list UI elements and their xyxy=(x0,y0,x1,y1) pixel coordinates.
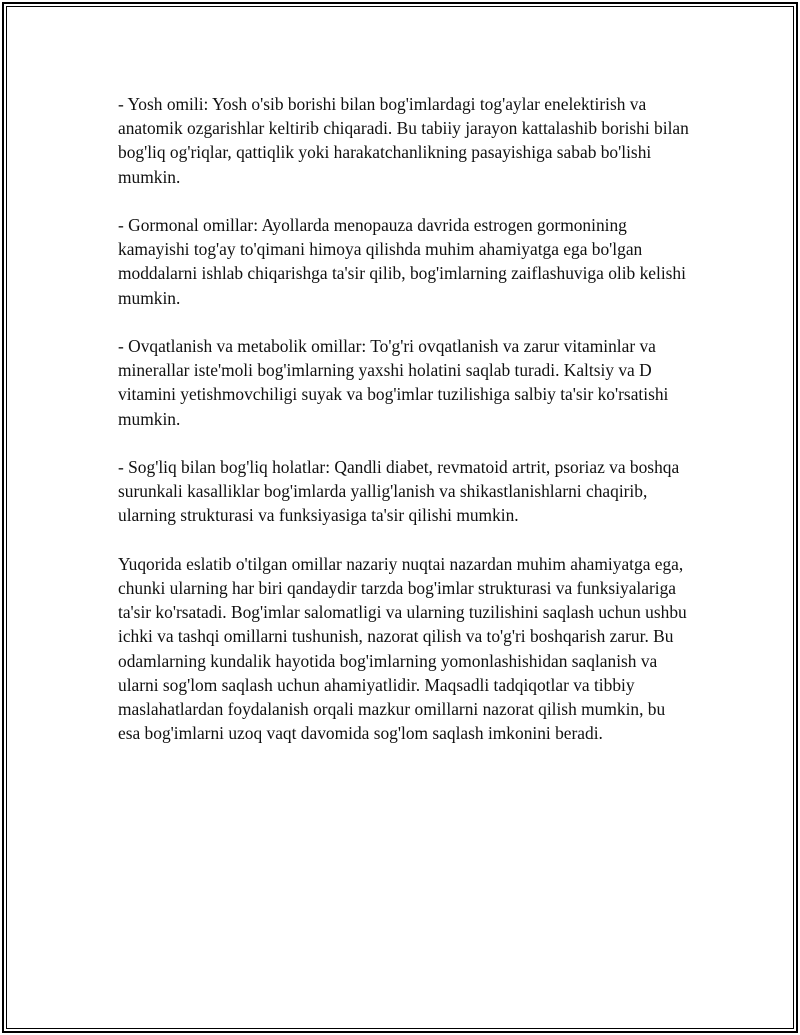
paragraph-conclusion: Yuqorida eslatib o'tilgan omillar nazariy nuqtai nazardan muhim ahamiyatga ega, chunki ularning har biri qandaydir tarzda bog'imlar strukturasi va funksiyalariga ta'sir ko'rsatadi. Bog'imlar salomatligi va ularning tuzilishini saqlash uchun ushbu ichki va tashqi omillarni tushunish, nazorat qilish va to'g'ri boshqarish zarur. Bu odamlarning kundalik hayotida bog'imlarning yomonlashishidan saqlanish va ularni sog'lom saqlash uchun ahamiyatlidir. Maqsadli tadqiqotlar va tibbiy maslahatlardan foydalanish orqali mazkur omillarni nazorat qilish mumkin, bu esa bog'imlarni uzoq vaqt davomida sog'lom saqlash imkonini beradi. xyxy=(118,553,687,744)
paragraph-health-conditions: - Sog'liq bilan bog'liq holatlar: Qandli diabet, revmatoid artrit, psoriaz va boshqa surunkali kasalliklar bog'imlarda yallig'lanish va shikastlanishlarni chaqirib, ularning strukturasi va funksiyasiga ta'sir qilishi mumkin. xyxy=(118,457,680,526)
document-body xyxy=(118,92,690,770)
paragraph-hormonal-factors: - Gormonal omillar: Ayollarda menopauza davrida estrogen gormonining kamayishi tog'ay to'qimani himoya qilishda muhim ahamiyatga ega bo'lgan moddalarni ishlab chiqarishga ta'sir qilib, bog'imlarning zaiflashuviga olib kelishi mumkin. xyxy=(118,215,686,308)
paragraph-age-factor: - Yosh omili: Yosh o'sib borishi bilan bog'imlardagi tog'aylar enelektirish va anatomik ozgarishlar keltirib chiqaradi. Bu tabiiy jarayon kattalashib borishi bilan bog'liq og'riqlar, qattiqlik yoki harakatchanlikning pasayishiga sabab bo'lishi mumkin. xyxy=(118,94,689,187)
paragraph-nutrition-factors: - Ovqatlanish va metabolik omillar: To'g'ri ovqatlanish va zarur vitaminlar va minerallar iste'moli bog'imlarning yaxshi holatini saqlab turadi. Kaltsiy va D vitamini yetishmovchiligi suyak va bog'imlar tuzilishiga salbiy ta'sir ko'rsatishi mumkin. xyxy=(118,336,669,429)
